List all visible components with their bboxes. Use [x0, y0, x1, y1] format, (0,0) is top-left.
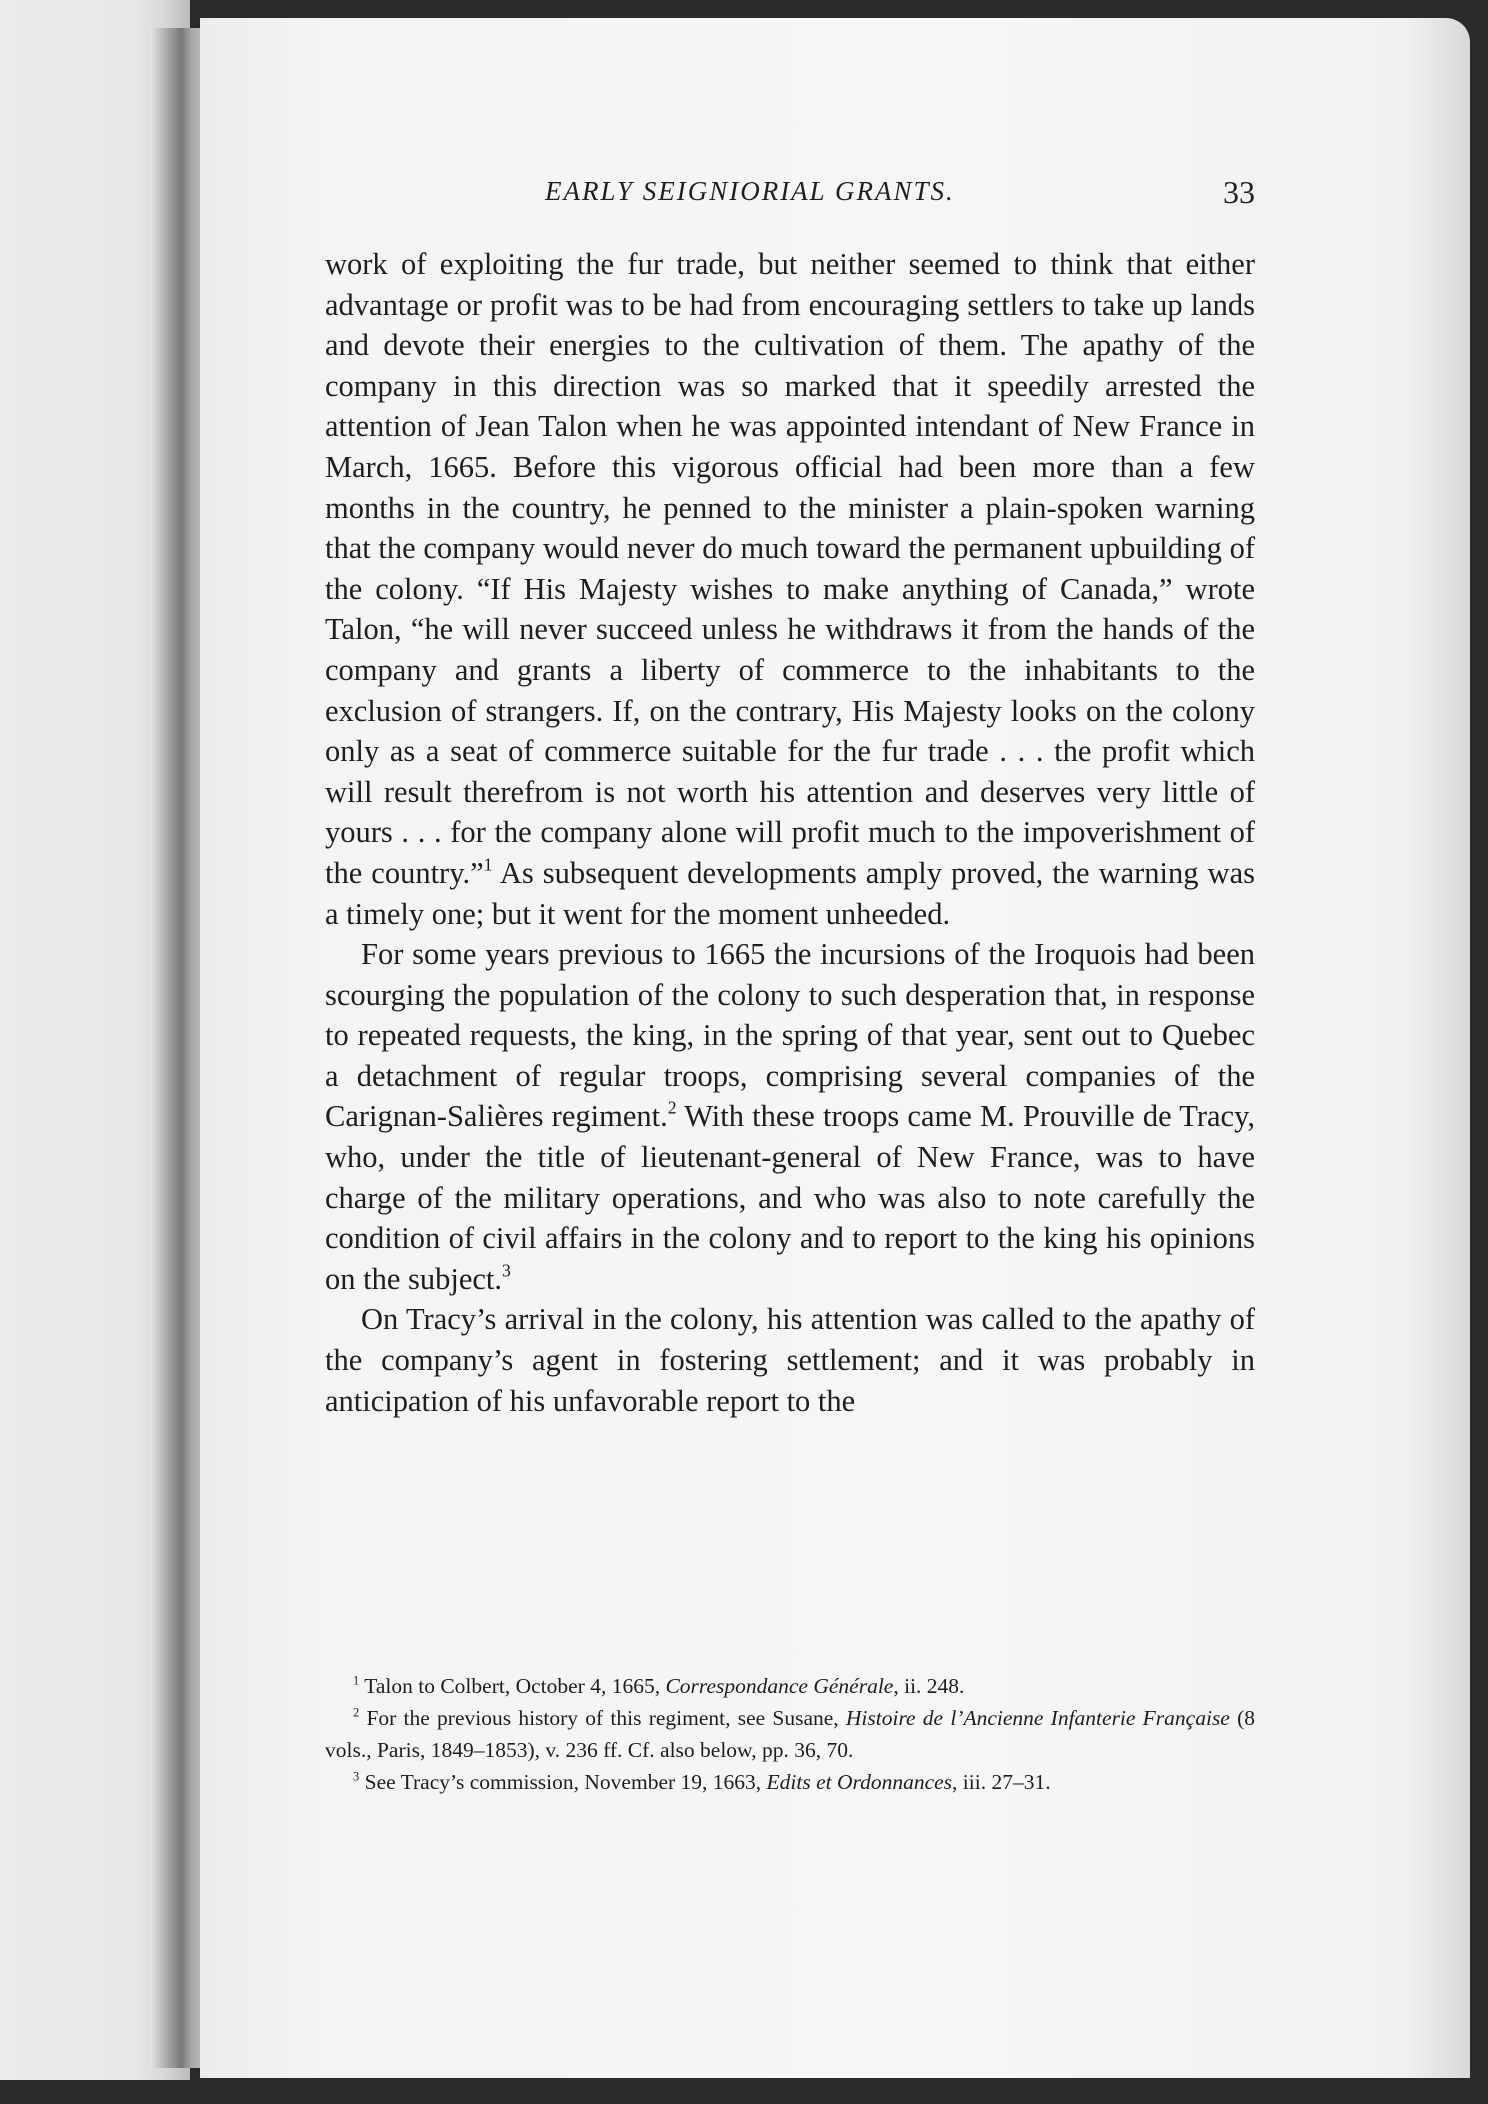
footnotes [325, 1670, 1255, 1798]
footnote-text: See Tracy’s commission, November 19, 1663, [359, 1770, 767, 1794]
footnote-3 [325, 1766, 1255, 1798]
paragraph-1 [325, 244, 1255, 934]
footnote-marker: 2 [353, 1705, 360, 1720]
footnote-1 [325, 1670, 1255, 1702]
footnote-text: , iii. 27–31. [952, 1770, 1051, 1794]
paragraph-text: With these troops came M. Prouville de Tracy, who, under the title of lieutenant-general of New France, was to have charge of the military operations, and who was also to note carefully the condition of civil affairs in the colony and to report to the king his opinions on the subject. [325, 1099, 1255, 1296]
footnote-marker: 1 [353, 1673, 360, 1688]
scan-border [1470, 0, 1488, 2104]
paragraph-text: For some years previous to 1665 the incursions of the Iroquois had been scourging the population of the colony to such desperation that, in response to repeated requests, the king, in the spring of that year, sent out to Quebec a detachment of regular troops, comprising several companies of the Carignan-Salières regiment. [325, 937, 1255, 1134]
footnote-title: Correspondance Générale [665, 1674, 894, 1698]
paragraph-3 [325, 1299, 1255, 1421]
paragraph-text: As subsequent developments amply proved, the warning was a timely one; but it went for the moment unheeded. [325, 855, 1255, 931]
page-header [325, 172, 1255, 222]
paragraph-text: On Tracy’s arrival in the colony, his attention was called to the apathy of the company’s agent in fostering settlement; and it was probably in anticipation of his unfavorable report to the [325, 1302, 1255, 1418]
footnote-text: Talon to Colbert, October 4, 1665, [359, 1674, 666, 1698]
footnote-title: Edits et Ordonnances [766, 1770, 953, 1794]
footnote-text: , ii. 248. [893, 1674, 965, 1698]
body-text [325, 244, 1255, 1421]
footnote-ref-3: 3 [502, 1260, 511, 1281]
footnote-title: Histoire de l’Ancienne Infanterie Française [845, 1706, 1230, 1730]
footnote-ref-2: 2 [667, 1098, 677, 1119]
footnote-2 [325, 1702, 1255, 1766]
running-head: EARLY SEIGNIORIAL GRANTS. [545, 176, 955, 206]
page-number: 33 [1223, 174, 1255, 210]
footnote-text: For the previous history of this regiment, see Susane, [359, 1706, 846, 1730]
paragraph-2 [325, 934, 1255, 1299]
footnote-text: (8 vols., Paris, 1849–1853), v. 236 ff. Cf. also below, pp. 36, 70. [325, 1706, 1255, 1762]
paragraph-text: work of exploiting the fur trade, but neither seemed to think that either advantage or profit was to be had from encouraging settlers to take up lands and devote their energies to the cultivation of them. The apathy of the company in this direction was so marked that it speedily arrested the attention of Jean Talon when he was appointed intendant of New France in March, 1665. Before this vigorous official had been more than a few months in the country, he penned to the minister a plain-spoken warning that the company would never do much toward the permanent upbuilding of the colony. “If His Majesty wishes to make anything of Canada,” wrote Talon, “he will never succeed unless he withdraws it from the hands of the company and grants a liberty of commerce to the inhabitants to the exclusion of strangers. If, on the contrary, His Majesty looks on the colony only as a seat of commerce suitable for the fur trade . . . the profit which will result therefrom is not worth his attention and deserves very little of yours . . . for the company alone will profit much to the impoverishment of the country.” [325, 247, 1255, 890]
footnote-ref-1: 1 [483, 854, 493, 875]
footnote-marker: 3 [353, 1769, 360, 1784]
